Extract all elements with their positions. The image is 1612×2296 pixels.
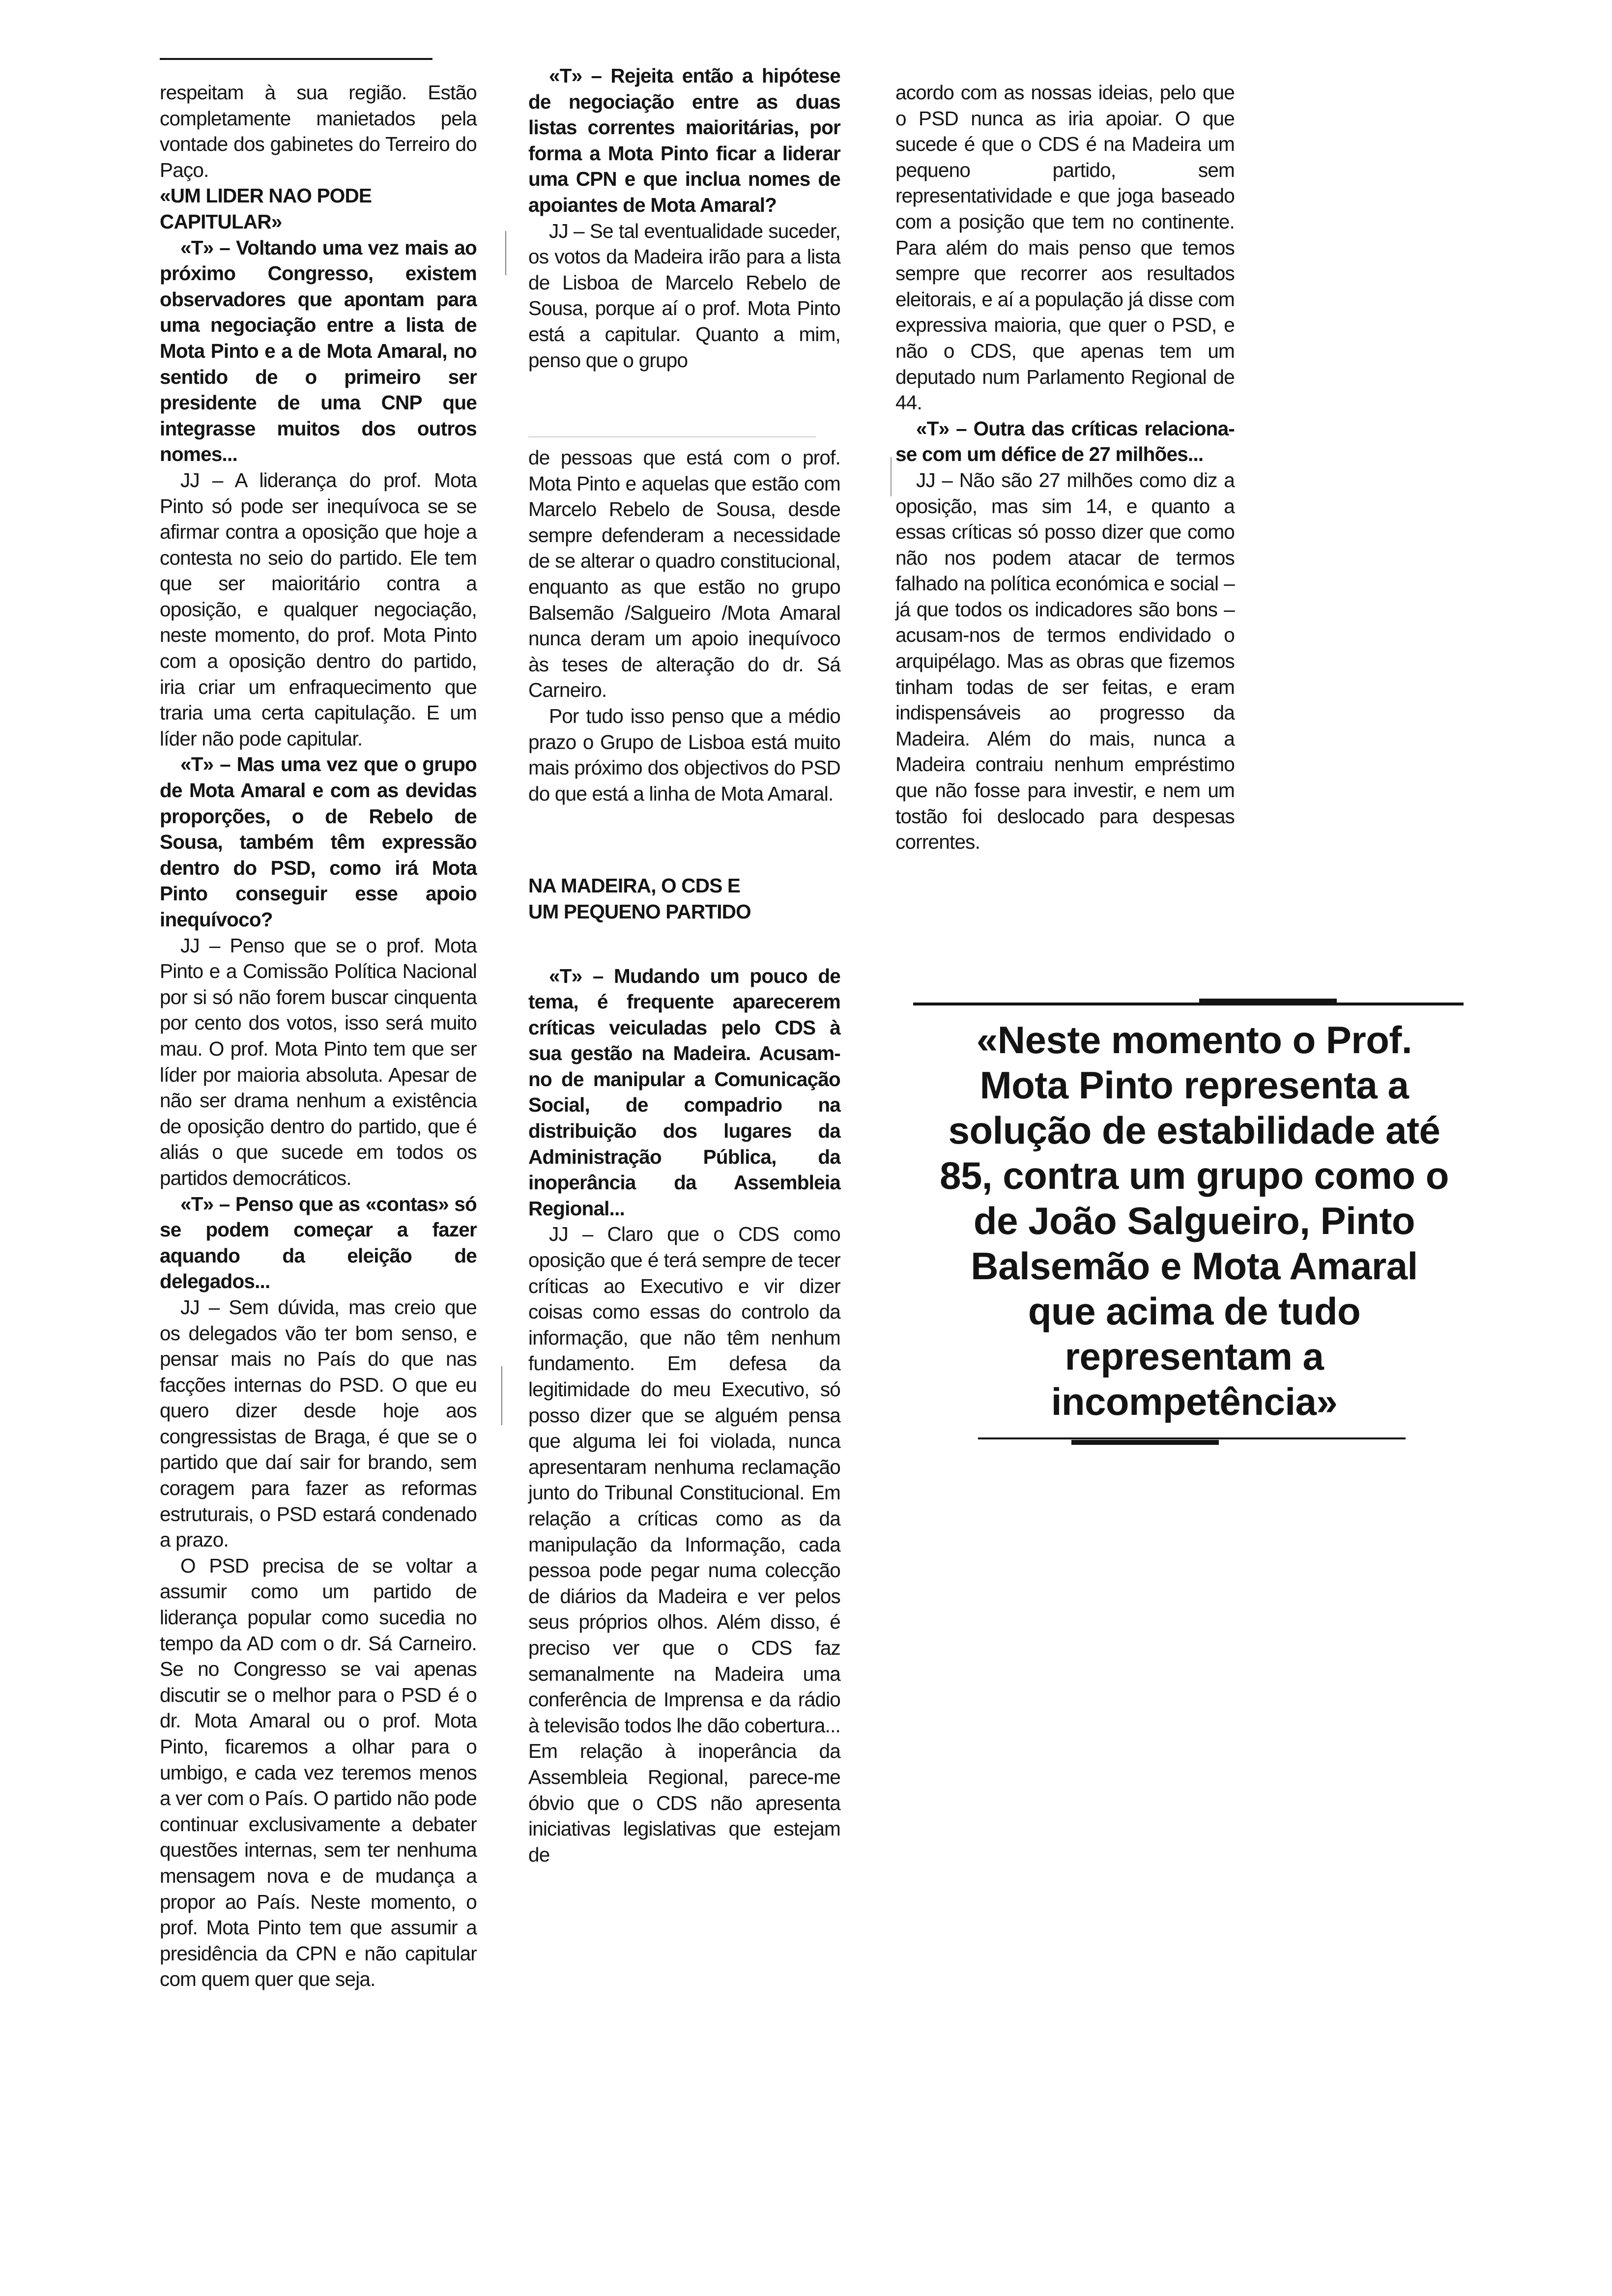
col1-section-heading: «UM LIDER NAO PODE CAPITULAR»	[160, 184, 372, 233]
quote-rule-bottom	[978, 1437, 1406, 1439]
top-rule-left	[160, 58, 432, 60]
col3-question-1: «T» – Outra das críticas relaciona-se com um défice de 27 milhões...	[895, 417, 1235, 466]
col2-paragraph-2: Por tudo isso penso que a médio prazo o Grupo de Lisboa está muito mais próximo dos objectivos do PSD do que está a linha de Mota Amaral.	[528, 704, 840, 805]
col2-question-1: «T» – Rejeita então a hipótese de negociação entre as duas listas correntes maioritárias, por forma a Mota Pinto ficar a liderar uma CPN e que inclua nomes de apoiantes de Mota Amaral?	[528, 64, 840, 216]
pull-quote: «Neste momento o Prof. Mota Pinto representa a solução de estabilidade até 85, contra um grupo como o de João Salgueiro, Pinto Balsemão e Mota Amaral que acima de tudo representam a incompetência»	[940, 1018, 1449, 1423]
col1-question-3: «T» – Penso que as «contas» só se podem começar a fazer aquando da eleição de delegados...	[160, 1192, 477, 1293]
quote-rule-top	[913, 1003, 1464, 1005]
col2-section-heading: NA MADEIRA, O CDS E UM PEQUENO PARTIDO	[528, 874, 751, 923]
quote-rule-bottom-thick	[1071, 1440, 1219, 1445]
col2-question-2: «T» – Mudando um pouco de tema, é frequente aparecerem críticas veiculadas pelo CDS à sua gestão na Madeira. Acusam-no de manipular a Comunicação Social, de compadrio na distribuição dos lugares da Administração Pública, da inoperância da Assembleia Regional...	[528, 964, 840, 1220]
col1-paragraph-final: O PSD precisa de se voltar a assumir como um partido de liderança popular como sucedia no tempo da AD com o dr. Sá Carneiro. Se no Congresso se vai apenas discutir se o melhor para o PSD é o dr. Mota Amaral ou o prof. Mota Pinto, ficaremos a olhar para o umbigo, e cada vez teremos menos a ver com o País. O partido não pode continuar exclusivamente a debater questões internas, sem ter nenhuma mensagem nova e de mudança a propor ao País. Neste momento, o prof. Mota Pinto tem que assumir a presidência da CPN e não capitular com quem quer que seja.	[160, 1554, 477, 1991]
column-rule-2	[501, 1366, 502, 1425]
col1-question-1: «T» – Voltando uma vez mais ao próximo Congresso, existem observadores que apontam para uma negociação entre a lista de Mota Pinto e a de Mota Amaral, no sentido de o primeiro ser presidente de uma CNP que integrasse muitos dos outros nomes...	[160, 236, 477, 466]
col1-answer-3: JJ – Sem dúvida, mas creio que os delegados vão ter bom senso, e pensar mais no País do que nas facções internas do PSD. O que eu quero dizer desde hoje aos congressistas de Braga, é que se o partido que daí sair for brando, sem coragem para fazer as reformas estruturais, o PSD estará condenado a prazo.	[160, 1295, 477, 1551]
col1-answer-2: JJ – Penso que se o prof. Mota Pinto e a Comissão Política Nacional por si só não forem buscar cinquenta por cento dos votos, isso será muito mau. O prof. Mota Pinto tem que ser líder por maioria absoluta. Apesar de não ser drama nenhum a existência de oposição dentro do partido, que é aliás o que sucede em todos os partidos democráticos.	[160, 934, 477, 1189]
col2-answer-1: JJ – Se tal eventualidade suceder, os votos da Madeira irão para a lista de Lisboa de Marcelo Rebelo de Sousa, porque aí o prof. Mota Pinto está a capitular. Quanto a mim, penso que o grupo	[528, 219, 840, 372]
col1-paragraph-intro: respeitam à sua região. Estão completamente manietados pela vontade dos gabinetes do Terreiro do Paço.	[160, 81, 477, 181]
col2-answer-1-continued: de pessoas que está com o prof. Mota Pinto e aquelas que estão com Marcelo Rebelo de Sousa, desde sempre defenderam a necessidade de se alterar o quadro constitucional, enquanto as que estão no grupo Balsemão /Salgueiro /Mota Amaral nunca deram um apoio inequívoco às teses de alteração do dr. Sá Carneiro.	[528, 446, 840, 702]
article-column-2-top	[528, 63, 840, 373]
col3-paragraph-1: acordo com as nossas ideias, pelo que o PSD nunca as iria apoiar. O que sucede é que o CDS é na Madeira um pequeno partido, sem representatividade e que joga baseado com a posição que tem no continente. Para além do mais penso que temos sempre que recorrer aos resultados eleitorais, e aí a população já disse com expressiva maioria, que quer o PSD, e não o CDS, que apenas tem um deputado num Parlamento Regional de 44.	[895, 81, 1235, 414]
col1-answer-1: JJ – A liderança do prof. Mota Pinto só pode ser inequívoca se se afirmar contra a oposição que hoje a contesta no seio do partido. Ele tem que ser maioritário contra a oposição, e qualquer negociação, neste momento, do prof. Mota Pinto com a oposição dentro do partido, iria criar um enfraquecimento que traria uma certa capitulação. E um líder não pode capitular.	[160, 468, 477, 750]
col3-answer-1: JJ – Não são 27 milhões como diz a oposição, mas sim 14, e quanto a essas críticas só posso dizer que como não nos podem atacar de termos falhado na política económica e social – já que todos os indicadores são bons – acusam-nos de termos endividado o arquipélago. Mas as obras que fizemos tinham todas de ser feitas, e eram indispensáveis ao progresso da Madeira. Além do mais, nunca a Madeira contraiu nenhum empréstimo que não fosse para investir, e nem um tostão foi deslocado para despesas correntes.	[895, 468, 1235, 854]
col2-answer-2: JJ – Claro que o CDS como oposição que é terá sempre de tecer críticas ao Executivo e vir dizer coisas como essas do controlo da informação, que não têm nenhum fundamento. Em defesa da legitimidade do meu Executivo, só posso dizer que se alguém pensa que alguma lei foi violada, nunca apresentaram nenhuma reclamação junto do Tribunal Constitucional. Em relação a críticas como as da manipulação da Informação, cada pessoa pode pegar numa colecção de diários da Madeira e ver pelos seus próprios olhos. Além disso, é preciso ver que o CDS faz semanalmente na Madeira uma conferência de Imprensa e da rádio à televisão todos lhe dão cobertura... Em relação à inoperância da Assembleia Regional, parece-me óbvio que o CDS não apresenta iniciativas legislativas que estejam de	[528, 1223, 840, 1866]
article-column-1	[160, 80, 477, 1992]
column-rule-3	[891, 457, 892, 496]
quote-rule-top-thick	[1199, 999, 1337, 1004]
article-column-2-bottom	[528, 445, 840, 1867]
article-column-3	[895, 80, 1235, 855]
column-rule-1	[505, 231, 506, 275]
col1-question-2: «T» – Mas uma vez que o grupo de Mota Amaral e com as devidas proporções, o de Rebelo de Sousa, também têm expressão dentro do PSD, como irá Mota Pinto conseguir esse apoio inequívoco?	[160, 753, 477, 931]
column-break-rule	[528, 436, 816, 437]
